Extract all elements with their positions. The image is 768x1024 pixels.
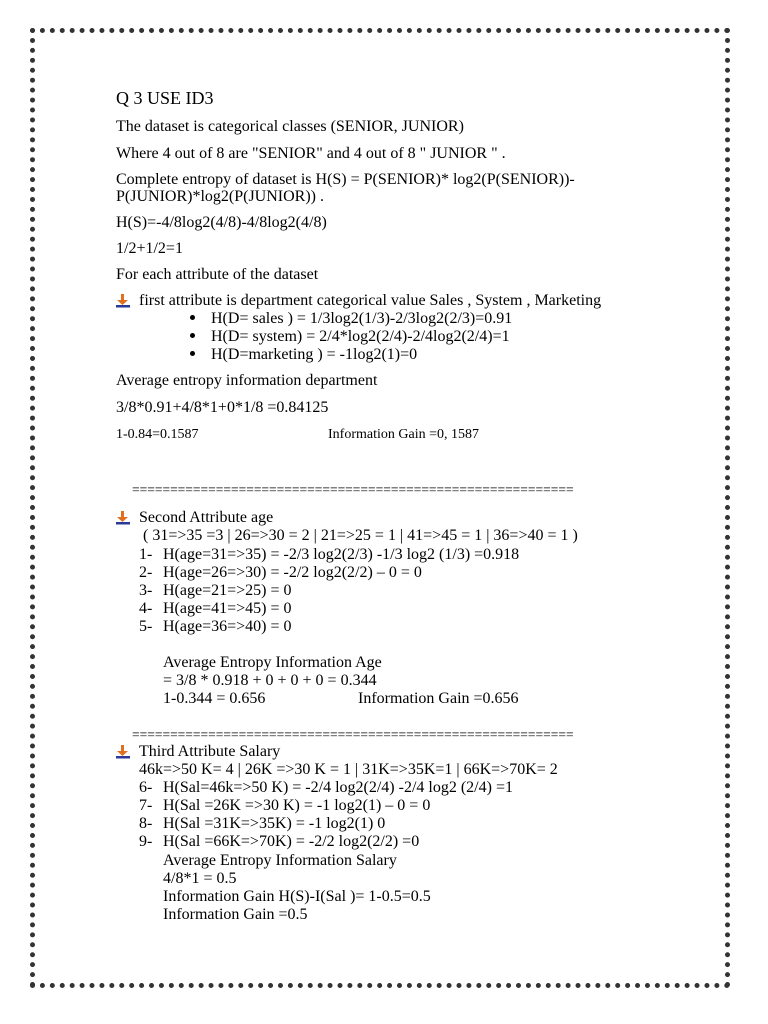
age-avg-calc: = 3/8 * 0.918 + 0 + 0 + 0 = 0.344 [163, 672, 377, 689]
age-item-num: 4- [139, 600, 153, 617]
salary-item-num: 6- [139, 779, 153, 796]
age-item-text: H(age=31=>35) = -2/3 log2(2/3) -1/3 log2 (1/3) =0.918 [163, 546, 520, 563]
department-avg-calc: 3/8*0.91+4/8*1+0*1/8 =0.84125 [116, 399, 329, 416]
department-gain: Information Gain =0, 1587 [328, 427, 479, 442]
separator-line: ========================================================== [132, 727, 574, 742]
salary-item-text: H(Sal=46k=>50 K) = -2/4 log2(2/4) -2/4 log2 (2/4) =1 [163, 779, 513, 796]
age-item-num: 1- [139, 546, 153, 563]
salary-item-num: 7- [139, 797, 153, 814]
department-avg-label: Average entropy information department [116, 372, 378, 389]
age-item-text: H(age=41=>45) = 0 [163, 600, 292, 617]
intro-line: Complete entropy of dataset is H(S) = P(SENIOR)* log2(P(SENIOR))- [116, 171, 575, 188]
bullet-dot [190, 351, 195, 356]
age-avg-label: Average Entropy Information Age [163, 654, 382, 671]
salary-avg-calc: 4/8*1 = 0.5 [163, 870, 237, 887]
arrow-bullet-icon [116, 511, 130, 525]
salary-item-text: H(Sal =26K =>30 K) = -1 log2(1) – 0 = 0 [163, 797, 431, 814]
age-gain-calc: 1-0.344 = 0.656 [163, 690, 266, 707]
age-item-text: H(age=21=>25) = 0 [163, 582, 292, 599]
arrow-bullet-icon [116, 294, 130, 308]
age-item-num: 5- [139, 618, 153, 635]
intro-line: 1/2+1/2=1 [116, 240, 183, 257]
department-bullet: H(D=marketing ) = -1log2(1)=0 [211, 346, 418, 363]
bullet-dot [190, 333, 195, 338]
age-item-num: 3- [139, 582, 153, 599]
salary-heading: Third Attribute Salary [139, 743, 281, 760]
intro-line: For each attribute of the dataset [116, 266, 319, 283]
separator-line: ========================================================== [132, 482, 574, 497]
intro-line: The dataset is categorical classes (SENIOR, JUNIOR) [116, 118, 464, 135]
salary-item-text: H(Sal =66K=>70K) = -2/2 log2(2/2) =0 [163, 833, 420, 850]
age-values: ( 31=>35 =3 | 26=>30 = 2 | 21=>25 = 1 | 41=>45 = 1 | 36=>40 = 1 ) [143, 527, 578, 544]
age-item-text: H(age=36=>40) = 0 [163, 618, 292, 635]
page-title: Q 3 USE ID3 [116, 88, 214, 108]
salary-gain-calc: Information Gain H(S)-I(Sal )= 1-0.5=0.5 [163, 888, 431, 905]
salary-values: 46k=>50 K= 4 | 26K =>30 K = 1 | 31K=>35K=1 | 66K=>70K= 2 [139, 761, 558, 778]
salary-item-text: H(Sal =31K=>35K) = -1 log2(1) 0 [163, 815, 386, 832]
salary-gain: Information Gain =0.5 [163, 906, 308, 923]
salary-avg-label: Average Entropy Information Salary [163, 852, 397, 869]
department-gain-calc: 1-0.84=0.1587 [116, 427, 199, 442]
department-bullet: H(D= system) = 2/4*log2(2/4)-2/4log2(2/4)=1 [211, 328, 510, 345]
bullet-dot [190, 315, 195, 320]
department-heading: first attribute is department categorical value Sales , System , Marketing [139, 292, 602, 309]
age-item-num: 2- [139, 564, 153, 581]
arrow-bullet-icon [116, 745, 130, 759]
intro-line: P(JUNIOR)*log2(P(JUNIOR)) . [116, 188, 324, 205]
intro-line: H(S)=-4/8log2(4/8)-4/8log2(4/8) [116, 214, 327, 231]
age-item-text: H(age=26=>30) = -2/2 log2(2/2) – 0 = 0 [163, 564, 422, 581]
age-heading: Second Attribute age [139, 509, 274, 526]
salary-item-num: 8- [139, 815, 153, 832]
salary-item-num: 9- [139, 833, 153, 850]
intro-line: Where 4 out of 8 are "SENIOR" and 4 out of 8 " JUNIOR " . [116, 145, 506, 162]
age-gain: Information Gain =0.656 [358, 690, 519, 707]
department-bullet: H(D= sales ) = 1/3log2(1/3)-2/3log2(2/3)=0.91 [211, 310, 513, 327]
